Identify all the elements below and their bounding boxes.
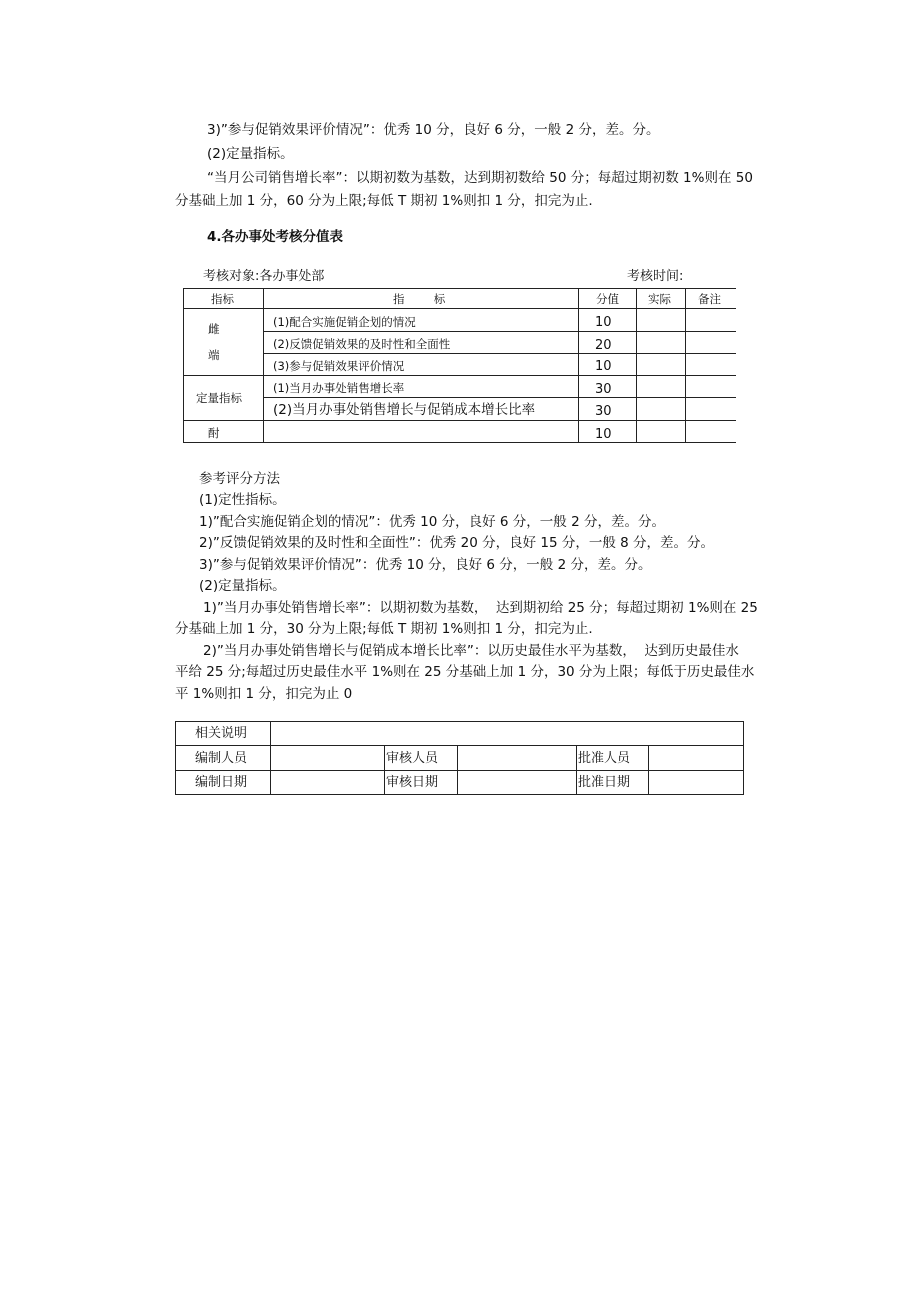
text-line: 分基础上加 1 分，60 分为上限;每低 T 期初 1%则扣 1 分，扣完为止.	[175, 193, 593, 209]
text-line: 3)”参与促销效果评价情况”：优秀 10 分，良好 6 分，一般 2 分，差。分。	[207, 122, 660, 138]
table-score: 20	[595, 338, 612, 353]
edit-date-label: 编制日期	[195, 775, 248, 790]
assessment-table	[183, 288, 736, 443]
text-line: 平 1%则扣 1 分，扣完为止 0	[175, 686, 353, 702]
category-label: 雌	[208, 322, 220, 336]
table-border	[578, 288, 579, 443]
table-border	[384, 745, 385, 795]
table-border	[175, 745, 744, 746]
table-border	[175, 721, 744, 722]
text-line: 2)”当月办事处销售增长与促销成本增长比率”：以历史最佳水平为基数， 达到历史最佳水	[203, 643, 739, 659]
header-actual: 实际	[648, 292, 671, 306]
approve-date-label: 批准日期	[578, 775, 631, 790]
section-title: 4.各办事处考核分值表	[207, 229, 344, 245]
table-item: (1)当月办事处销售增长率	[273, 381, 405, 395]
assessment-target: 考核对象:各办事处部	[203, 269, 325, 284]
table-border	[183, 288, 184, 443]
table-border	[636, 288, 637, 443]
text-line: 平给 25 分;每超过历史最佳水平 1%则在 25 分基础上加 1 分，30 分为上限；每低于历史最佳水	[175, 664, 755, 680]
table-score: 10	[595, 359, 612, 374]
text-line: (2)定量指标。	[207, 146, 294, 162]
approver-label: 批准人员	[578, 751, 631, 766]
table-border	[175, 794, 744, 795]
text-line: 2)”反馈促销效果的及时性和全面性”：优秀 20 分，良好 15 分，一般 8 分，差。分。	[199, 535, 715, 551]
approval-table	[175, 721, 744, 795]
method-title: 参考评分方法	[199, 471, 280, 487]
header-category: 指标	[211, 292, 234, 306]
text-line: (1)定性指标。	[199, 492, 286, 508]
category-label: 定量指标	[196, 391, 242, 405]
table-border	[263, 397, 736, 398]
table-border	[183, 420, 736, 421]
text-line: 1)”当月办事处销售增长率”：以期初数为基数， 达到期初给 25 分；每超过期初 1%则在 25	[203, 600, 758, 616]
text-line: (2)定量指标。	[199, 578, 286, 594]
header-remark: 备注	[698, 292, 721, 306]
assessment-time: 考核时间:	[627, 269, 684, 284]
table-item: (2)当月办事处销售增长与促销成本增长比率	[273, 402, 536, 418]
table-score: 30	[595, 404, 612, 419]
table-border	[183, 308, 736, 309]
text-line: 3)”参与促销效果评价情况”：优秀 10 分，良好 6 分，一般 2 分，差。分。	[199, 557, 652, 573]
table-border	[175, 721, 176, 795]
table-item: (1)配合实施促销企划的情况	[273, 315, 416, 329]
table-border	[183, 375, 736, 376]
note-label: 相关说明	[195, 726, 248, 741]
category-label: 端	[208, 348, 220, 362]
table-border	[685, 288, 686, 443]
header-score: 分值	[596, 292, 619, 306]
text-line: 分基础上加 1 分，30 分为上限;每低 T 期初 1%则扣 1 分，扣完为止.	[175, 621, 593, 637]
table-border	[263, 353, 736, 354]
table-border	[648, 745, 649, 795]
table-score: 10	[595, 315, 612, 330]
table-score: 10	[595, 427, 612, 442]
table-border	[183, 288, 736, 289]
editor-label: 编制人员	[195, 751, 248, 766]
text-line: 1)”配合实施促销企划的情况”：优秀 10 分，良好 6 分，一般 2 分，差。分。	[199, 514, 665, 530]
table-item: (3)参与促销效果评价情况	[273, 359, 405, 373]
table-border	[263, 331, 736, 332]
review-date-label: 审核日期	[386, 775, 439, 790]
table-item: (2)反馈促销效果的及时性和全面性	[273, 337, 451, 351]
header-item: 指 标	[393, 292, 446, 306]
table-border	[576, 745, 577, 795]
table-border	[183, 442, 736, 443]
category-label: 酎	[208, 426, 220, 440]
text-line: “当月公司销售增长率”：以期初数为基数，达到期初数给 50 分；每超过期初数 1%则在 50	[207, 170, 753, 186]
table-border	[457, 745, 458, 795]
reviewer-label: 审核人员	[386, 751, 439, 766]
table-score: 30	[595, 382, 612, 397]
table-border	[263, 288, 264, 443]
table-border	[270, 721, 271, 795]
table-border	[743, 721, 744, 795]
table-border	[175, 770, 744, 771]
